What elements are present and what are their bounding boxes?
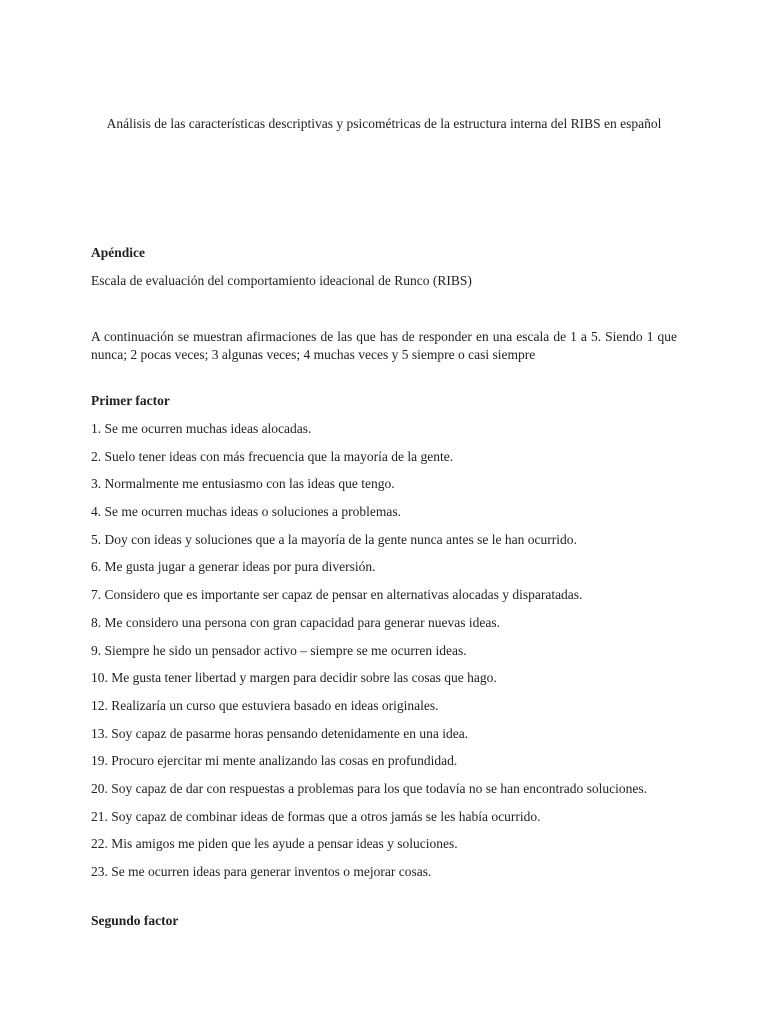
first-factor-item-list: [91, 420, 677, 891]
first-factor-heading: Primer factor: [91, 393, 170, 408]
list-item: 3. Normalmente me entusiasmo con las ideas que tengo.: [91, 476, 395, 492]
list-item: 19. Procuro ejercitar mi mente analizando las cosas en profundidad.: [91, 753, 458, 769]
document-title: Análisis de las características descriptivas y psicométricas de la estructura interna del RIBS en español: [106, 116, 662, 131]
second-factor-heading: Segundo factor: [91, 913, 179, 928]
list-item: 21. Soy capaz de combinar ideas de formas que a otros jamás se les había ocurrido.: [91, 808, 541, 824]
instructions-paragraph: A continuación se muestran afirmaciones de las que has de responder en una escala de 1 a 5. Siendo 1 que nunca; 2 pocas veces; 3 algunas veces; 4 muchas veces y 5 siempre o casi siempre: [91, 329, 677, 362]
appendix-heading: Apéndice: [91, 245, 145, 260]
list-item: 12. Realizaría un curso que estuviera basado en ideas originales.: [91, 697, 439, 713]
list-item: 22. Mis amigos me piden que les ayude a pensar ideas y soluciones.: [91, 836, 458, 852]
list-item: 7. Considero que es importante ser capaz de pensar en alternativas alocadas y disparatadas.: [91, 587, 583, 603]
list-item: 2. Suelo tener ideas con más frecuencia que la mayoría de la gente.: [91, 448, 454, 464]
list-item: 5. Doy con ideas y soluciones que a la mayoría de la gente nunca antes se le han ocurrido.: [91, 531, 577, 547]
list-item: 20. Soy capaz de dar con respuestas a problemas para los que todavía no se han encontrado soluciones.: [91, 780, 647, 796]
scale-name: Escala de evaluación del comportamiento ideacional de Runco (RIBS): [91, 273, 472, 288]
list-item: 13. Soy capaz de pasarme horas pensando detenidamente en una idea.: [91, 725, 469, 741]
list-item: 23. Se me ocurren ideas para generar inventos o mejorar cosas.: [91, 864, 432, 879]
list-item: 1. Se me ocurren muchas ideas alocadas.: [91, 421, 312, 436]
list-item: 6. Me gusta jugar a generar ideas por pura diversión.: [91, 559, 376, 575]
list-item: 8. Me considero una persona con gran capacidad para generar nuevas ideas.: [91, 614, 500, 630]
list-item: 4. Se me ocurren muchas ideas o soluciones a problemas.: [91, 504, 402, 520]
list-item: 10. Me gusta tener libertad y margen para decidir sobre las cosas que hago.: [91, 670, 497, 686]
list-item: 9. Siempre he sido un pensador activo – siempre se me ocurren ideas.: [91, 642, 467, 658]
